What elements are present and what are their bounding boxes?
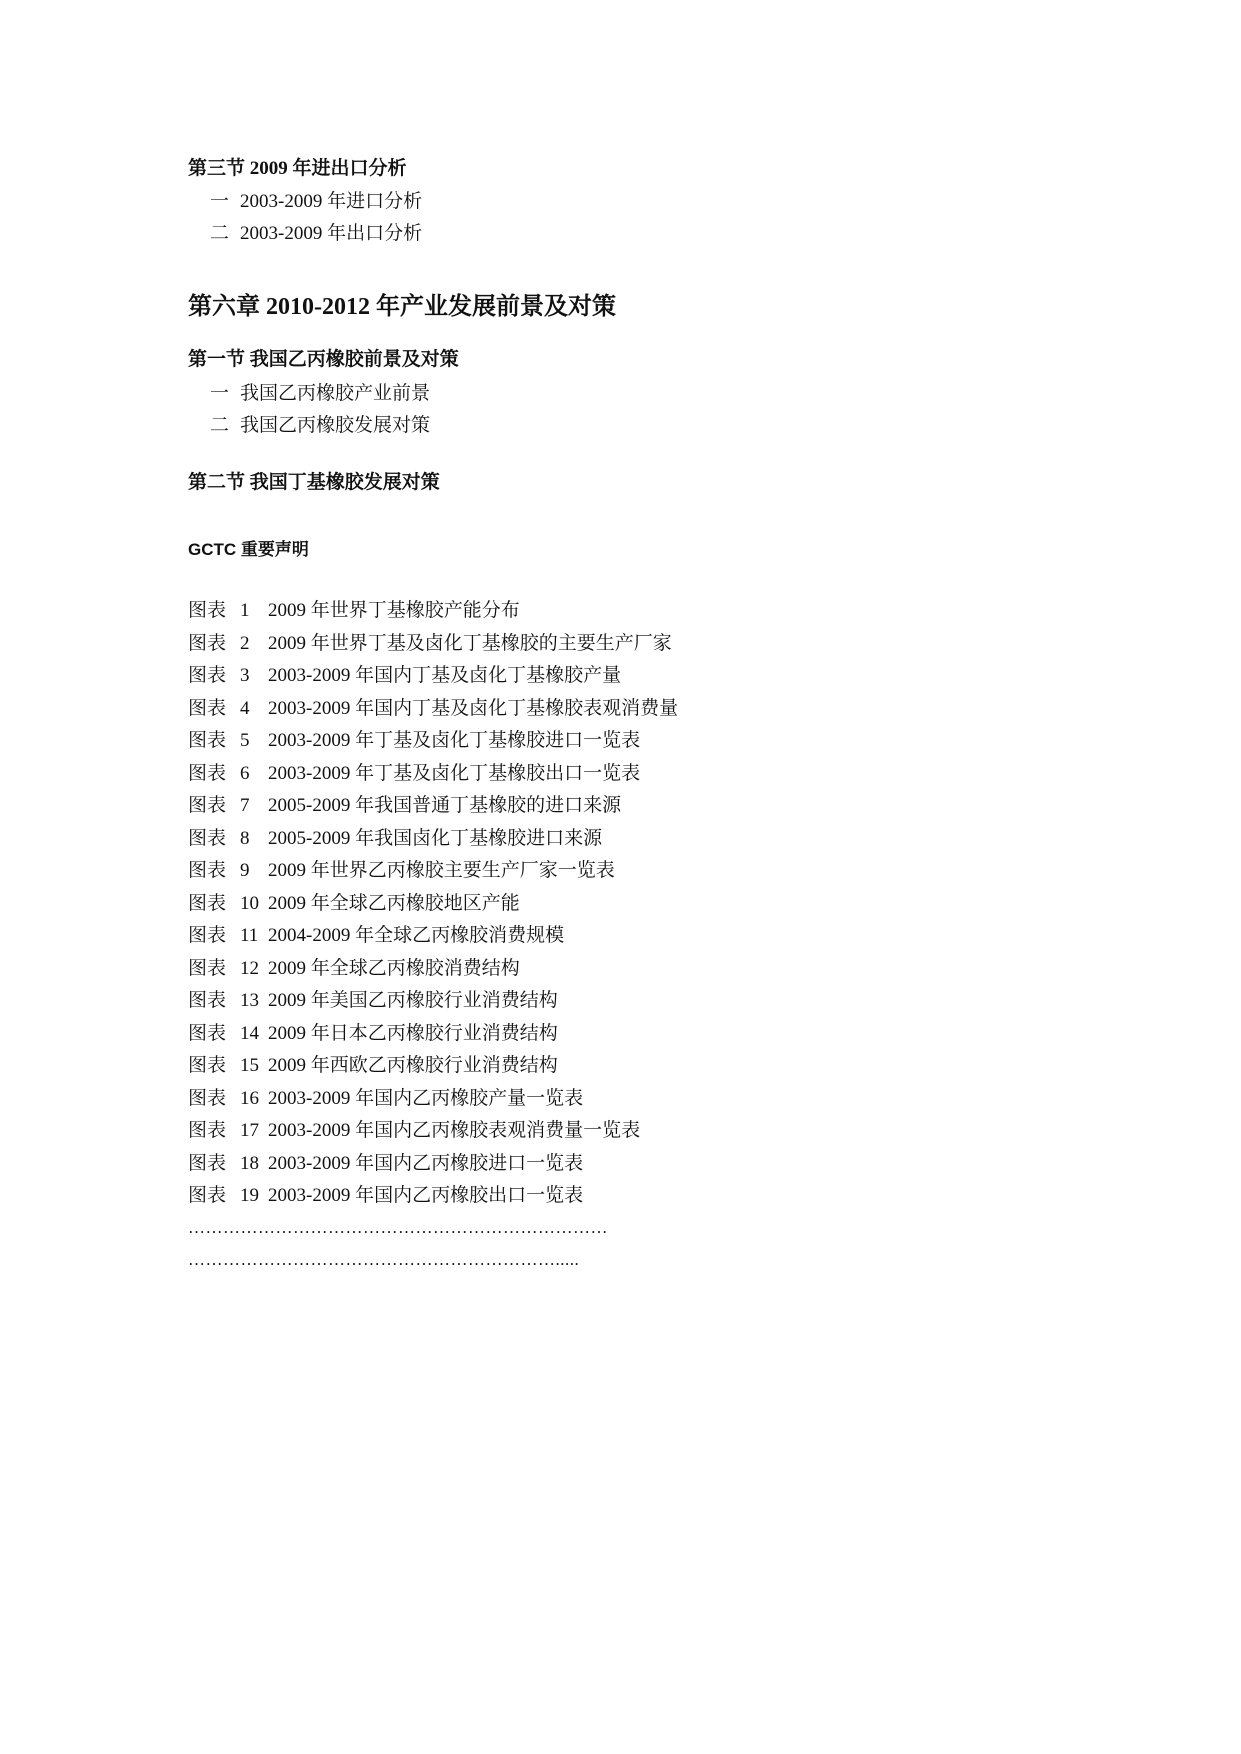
figure-text: 2003-2009 年国内乙丙橡胶进口一览表	[268, 1152, 584, 1174]
figure-item-16	[188, 1083, 678, 1116]
figure-item-2	[188, 628, 678, 661]
figure-label: 图表	[188, 697, 227, 719]
section1-title: 第一节 我国乙丙橡胶前景及对策	[188, 349, 459, 370]
figure-item-15	[188, 1050, 678, 1083]
figure-text: 2003-2009 年国内乙丙橡胶出口一览表	[268, 1185, 584, 1206]
figure-text: 2009 年西欧乙丙橡胶行业消费结构	[268, 1055, 558, 1076]
ellipsis-line-1: ………………………………………………………………	[188, 1218, 608, 1237]
figure-text: 2005-2009 年我国普通丁基橡胶的进口来源	[268, 795, 622, 816]
figure-label: 图表	[188, 892, 227, 914]
figure-item-7	[188, 790, 678, 823]
ellipsis-line-2: ……………………………………………………….....	[188, 1250, 580, 1269]
figure-item-19	[188, 1180, 678, 1213]
figure-item-4	[188, 693, 678, 726]
notice-title: GCTC 重要声明	[188, 540, 309, 559]
figure-label: 图表	[188, 1120, 227, 1141]
chapter6-title: 第六章 2010-2012 年产业发展前景及对策	[188, 294, 616, 320]
section3-title: 第三节 2009 年进出口分析	[188, 158, 407, 179]
figure-label: 图表	[188, 990, 227, 1011]
figure-label: 图表	[188, 665, 227, 686]
section1-item-1-text: 我国乙丙橡胶产业前景	[240, 383, 431, 404]
figure-num: 2	[240, 632, 250, 654]
figure-label: 图表	[188, 632, 227, 654]
figure-item-14	[188, 1018, 678, 1051]
figure-num: 17	[240, 1120, 259, 1141]
figure-text: 2004-2009 年全球乙丙橡胶消费规模	[268, 925, 565, 946]
figure-num: 15	[240, 1055, 259, 1076]
figure-label: 图表	[188, 762, 227, 784]
figure-num: 14	[240, 1022, 259, 1044]
figure-num: 16	[240, 1087, 259, 1109]
figure-text: 2009 年日本乙丙橡胶行业消费结构	[268, 1022, 558, 1044]
figure-label: 图表	[188, 1185, 227, 1206]
section1-item-1	[210, 378, 430, 405]
section3-item-2-num: 二	[210, 223, 230, 244]
section3-item-2-text: 2003-2009 年出口分析	[240, 223, 423, 244]
figure-label: 图表	[188, 795, 227, 816]
figure-text: 2009 年世界乙丙橡胶主要生产厂家一览表	[268, 860, 615, 881]
figure-label: 图表	[188, 1055, 227, 1076]
figure-num: 8	[240, 827, 250, 849]
figure-text: 2003-2009 年国内丁基及卤化丁基橡胶表观消费量	[268, 697, 679, 719]
figure-text: 2005-2009 年我国卤化丁基橡胶进口来源	[268, 827, 603, 849]
figure-text: 2009 年全球乙丙橡胶消费结构	[268, 957, 520, 979]
section3-item-1-num: 一	[210, 191, 230, 212]
figure-num: 19	[240, 1185, 259, 1206]
section2-title: 第二节 我国丁基橡胶发展对策	[188, 472, 440, 493]
section3-item-1-text: 2003-2009 年进口分析	[240, 191, 423, 212]
figure-num: 12	[240, 957, 259, 979]
figure-text: 2003-2009 年国内丁基及卤化丁基橡胶产量	[268, 665, 622, 686]
figure-text: 2009 年世界丁基橡胶产能分布	[268, 600, 520, 621]
figure-item-3	[188, 660, 678, 693]
figure-num: 5	[240, 730, 250, 751]
figure-text: 2009 年全球乙丙橡胶地区产能	[268, 892, 520, 914]
figure-item-8	[188, 823, 678, 856]
figure-num: 9	[240, 860, 250, 881]
figure-num: 11	[240, 925, 259, 946]
figure-num: 1	[240, 600, 250, 621]
figure-num: 3	[240, 665, 250, 686]
figure-num: 10	[240, 892, 259, 914]
figure-label: 图表	[188, 1022, 227, 1044]
figure-text: 2003-2009 年国内乙丙橡胶产量一览表	[268, 1087, 584, 1109]
figure-text: 2003-2009 年国内乙丙橡胶表观消费量一览表	[268, 1120, 641, 1141]
figure-label: 图表	[188, 860, 227, 881]
section1-item-2-num: 二	[210, 415, 230, 436]
figure-label: 图表	[188, 827, 227, 849]
figure-text: 2009 年世界丁基及卤化丁基橡胶的主要生产厂家	[268, 632, 672, 654]
figure-item-17	[188, 1115, 678, 1148]
figure-label: 图表	[188, 730, 227, 751]
figure-item-10	[188, 888, 678, 921]
figure-num: 7	[240, 795, 250, 816]
figure-label: 图表	[188, 1152, 227, 1174]
figure-label: 图表	[188, 1087, 227, 1109]
figure-text: 2009 年美国乙丙橡胶行业消费结构	[268, 990, 558, 1011]
figure-text: 2003-2009 年丁基及卤化丁基橡胶进口一览表	[268, 730, 641, 751]
figure-item-13	[188, 985, 678, 1018]
figure-num: 6	[240, 762, 250, 784]
figure-item-5	[188, 725, 678, 758]
figure-item-9	[188, 855, 678, 888]
figure-item-12	[188, 953, 678, 986]
section1-item-2-text: 我国乙丙橡胶发展对策	[240, 415, 431, 436]
figure-item-6	[188, 758, 678, 791]
figure-text: 2003-2009 年丁基及卤化丁基橡胶出口一览表	[268, 762, 641, 784]
figure-item-11	[188, 920, 678, 953]
section1-item-1-num: 一	[210, 383, 230, 404]
figure-label: 图表	[188, 600, 227, 621]
figure-num: 4	[240, 697, 250, 719]
figure-list	[188, 595, 678, 1213]
figure-label: 图表	[188, 957, 227, 979]
figure-label: 图表	[188, 925, 227, 946]
figure-item-1	[188, 595, 678, 628]
section3-item-2	[210, 218, 422, 245]
figure-num: 13	[240, 990, 259, 1011]
figure-num: 18	[240, 1152, 259, 1174]
figure-item-18	[188, 1148, 678, 1181]
section3-item-1	[210, 186, 422, 213]
section1-item-2	[210, 410, 430, 437]
